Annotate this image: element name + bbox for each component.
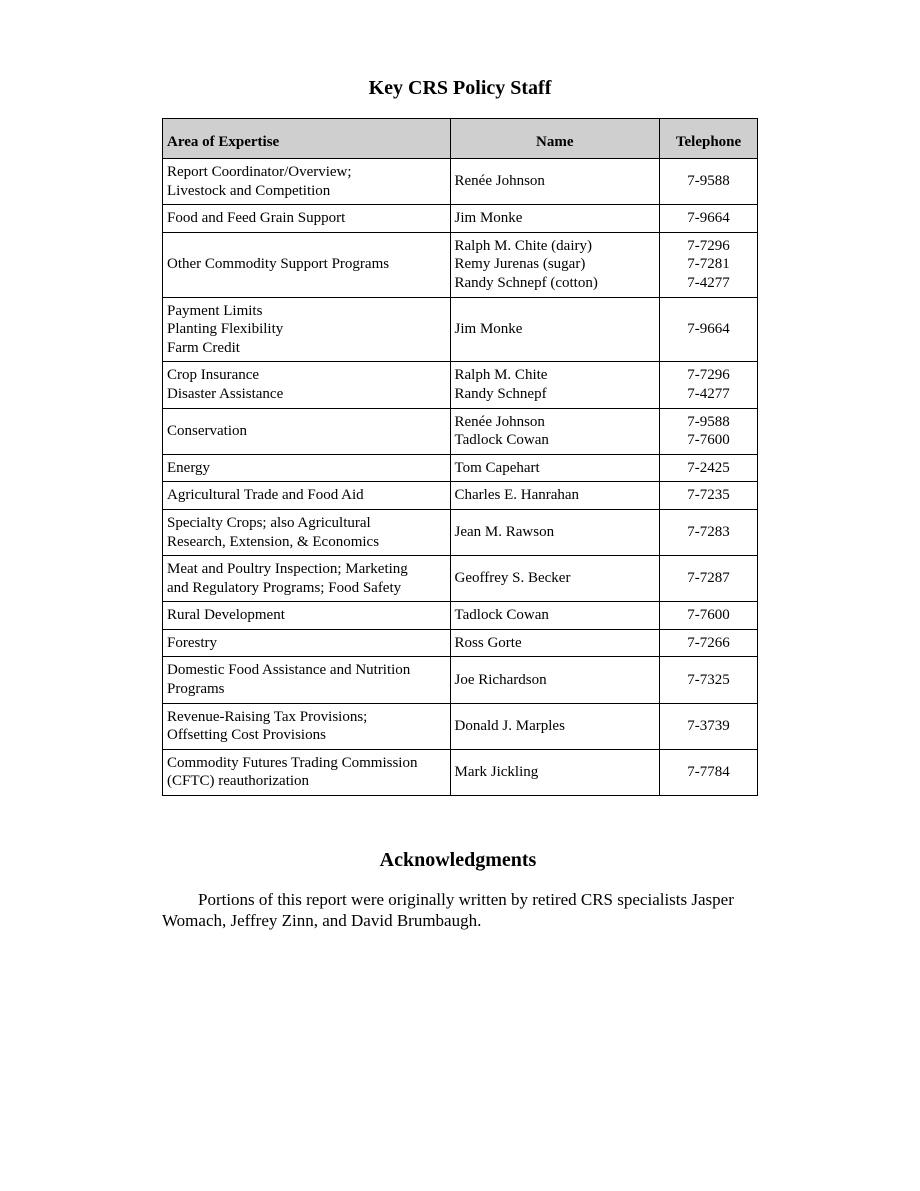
column-header-name: Name [450, 119, 660, 159]
telephone-cell-line: 7-4277 [687, 274, 730, 291]
area-cell [163, 749, 451, 795]
area-cell [163, 408, 451, 454]
telephone-cell-line: 7-7296 [687, 237, 730, 254]
area-cell-line: Rural Development [167, 607, 285, 624]
telephone-cell-line: 7-9588 [687, 413, 730, 430]
telephone-cell-line: 7-4277 [687, 385, 730, 402]
name-cell [450, 482, 660, 510]
name-cell-line: Joe Richardson [454, 671, 547, 688]
telephone-cell-line: 7-7600 [687, 607, 730, 624]
area-cell [163, 556, 451, 602]
table-row [163, 297, 758, 362]
table-row [163, 205, 758, 233]
area-cell [163, 602, 451, 630]
area-cell-line: Specialty Crops; also Agricultural [167, 514, 371, 531]
telephone-cell-line: 7-7281 [687, 256, 730, 273]
telephone-cell [660, 297, 758, 362]
area-cell-line: Programs [167, 681, 225, 698]
telephone-cell-line: 7-9664 [687, 321, 730, 338]
table-row [163, 509, 758, 555]
telephone-cell-line: 7-7600 [687, 432, 730, 449]
area-cell [163, 362, 451, 408]
table-row [163, 749, 758, 795]
name-cell [450, 454, 660, 482]
telephone-cell-line: 7-9664 [687, 210, 730, 227]
area-cell [163, 509, 451, 555]
table-row [163, 159, 758, 205]
area-cell-line: Energy [167, 459, 211, 476]
area-cell [163, 703, 451, 749]
telephone-cell [660, 454, 758, 482]
telephone-cell [660, 602, 758, 630]
area-cell-line: Revenue-Raising Tax Provisions; [167, 708, 368, 725]
telephone-cell-line: 7-7784 [687, 764, 730, 781]
table-row [163, 408, 758, 454]
telephone-cell-line: 7-7325 [687, 671, 730, 688]
area-cell-line: Forestry [167, 634, 217, 651]
table-row [163, 556, 758, 602]
name-cell [450, 205, 660, 233]
area-cell-line: Conservation [167, 422, 247, 439]
telephone-cell [660, 509, 758, 555]
name-cell-line: Tadlock Cowan [454, 607, 549, 624]
area-cell [163, 205, 451, 233]
area-cell-line: (CFTC) reauthorization [167, 773, 310, 790]
name-cell-line: Mark Jickling [454, 764, 539, 781]
table-row [163, 232, 758, 297]
telephone-cell [660, 703, 758, 749]
table-row [163, 629, 758, 657]
name-cell [450, 749, 660, 795]
telephone-cell [660, 482, 758, 510]
name-cell-line: Jim Monke [454, 210, 523, 227]
area-cell-line: Offsetting Cost Provisions [167, 727, 326, 744]
area-cell-line: and Regulatory Programs; Food Safety [167, 579, 402, 596]
area-cell-line: Livestock and Competition [167, 182, 331, 199]
name-cell [450, 602, 660, 630]
column-header-area: Area of Expertise [163, 119, 451, 159]
name-cell-line: Donald J. Marples [454, 717, 565, 734]
staff-table [162, 118, 758, 796]
area-cell-line: Disaster Assistance [167, 385, 284, 402]
name-cell-line: Ralph M. Chite (dairy) [454, 237, 592, 254]
name-cell [450, 657, 660, 703]
acknowledgments-title: Acknowledgments [379, 849, 537, 871]
area-cell-line: Agricultural Trade and Food Aid [167, 487, 364, 504]
table-row [163, 703, 758, 749]
name-cell [450, 362, 660, 408]
table-body [163, 159, 758, 796]
telephone-cell-line: 7-7266 [687, 634, 730, 651]
area-cell-line: Crop Insurance [167, 367, 260, 384]
table-row [163, 454, 758, 482]
telephone-cell [660, 362, 758, 408]
name-cell-line: Renée Johnson [454, 173, 545, 190]
name-cell-line: Randy Schnepf [454, 385, 547, 402]
name-cell [450, 509, 660, 555]
table-row [163, 362, 758, 408]
area-cell [163, 454, 451, 482]
name-cell-line: Renée Johnson [454, 413, 545, 430]
name-cell [450, 232, 660, 297]
telephone-cell [660, 749, 758, 795]
area-cell-line: Domestic Food Assistance and Nutrition [167, 662, 411, 679]
name-cell [450, 629, 660, 657]
name-cell-line: Tom Capehart [454, 459, 540, 476]
telephone-cell-line: 7-2425 [687, 459, 730, 476]
name-cell [450, 556, 660, 602]
telephone-cell [660, 205, 758, 233]
area-cell [163, 482, 451, 510]
area-cell-line: Other Commodity Support Programs [167, 256, 390, 273]
name-cell-line: Jim Monke [454, 321, 523, 338]
name-cell [450, 297, 660, 362]
acknowledgments-text: Portions of this report were originally written by retired CRS specialists Jasper Womach, Jeffrey Zinn, and David Brumbaugh. [162, 890, 734, 930]
area-cell-line: Payment Limits [167, 302, 263, 319]
area-cell [163, 657, 451, 703]
telephone-cell [660, 657, 758, 703]
telephone-cell-line: 7-9588 [687, 173, 730, 190]
name-cell-line: Ross Gorte [454, 634, 522, 651]
telephone-cell [660, 232, 758, 297]
column-header-telephone: Telephone [660, 119, 758, 159]
area-cell-line: Farm Credit [167, 339, 240, 356]
telephone-cell-line: 7-3739 [687, 717, 730, 734]
name-cell-line: Tadlock Cowan [454, 432, 549, 449]
area-cell-line: Food and Feed Grain Support [167, 210, 346, 227]
name-cell [450, 159, 660, 205]
page-title: Key CRS Policy Staff [368, 77, 552, 99]
telephone-cell-line: 7-7287 [687, 570, 730, 587]
area-cell [163, 297, 451, 362]
table-header-row [163, 119, 758, 159]
telephone-cell-line: 7-7296 [687, 367, 730, 384]
telephone-cell [660, 408, 758, 454]
table-row [163, 657, 758, 703]
area-cell-line: Research, Extension, & Economics [167, 533, 380, 550]
telephone-cell-line: 7-7235 [687, 487, 730, 504]
table-row [163, 482, 758, 510]
telephone-cell [660, 159, 758, 205]
table-row [163, 602, 758, 630]
area-cell [163, 159, 451, 205]
area-cell [163, 629, 451, 657]
area-cell-line: Planting Flexibility [167, 321, 284, 338]
telephone-cell-line: 7-7283 [687, 524, 730, 541]
area-cell-line: Meat and Poultry Inspection; Marketing [167, 561, 408, 578]
telephone-cell [660, 556, 758, 602]
name-cell-line: Geoffrey S. Becker [454, 570, 571, 587]
name-cell-line: Randy Schnepf (cotton) [454, 274, 598, 291]
area-cell [163, 232, 451, 297]
area-cell-line: Report Coordinator/Overview; [167, 164, 352, 180]
name-cell-line: Remy Jurenas (sugar) [454, 256, 586, 273]
name-cell [450, 703, 660, 749]
name-cell-line: Charles E. Hanrahan [454, 487, 580, 504]
name-cell-line: Ralph M. Chite [454, 367, 548, 384]
name-cell [450, 408, 660, 454]
area-cell-line: Commodity Futures Trading Commission [167, 754, 418, 771]
name-cell-line: Jean M. Rawson [454, 524, 555, 541]
telephone-cell [660, 629, 758, 657]
